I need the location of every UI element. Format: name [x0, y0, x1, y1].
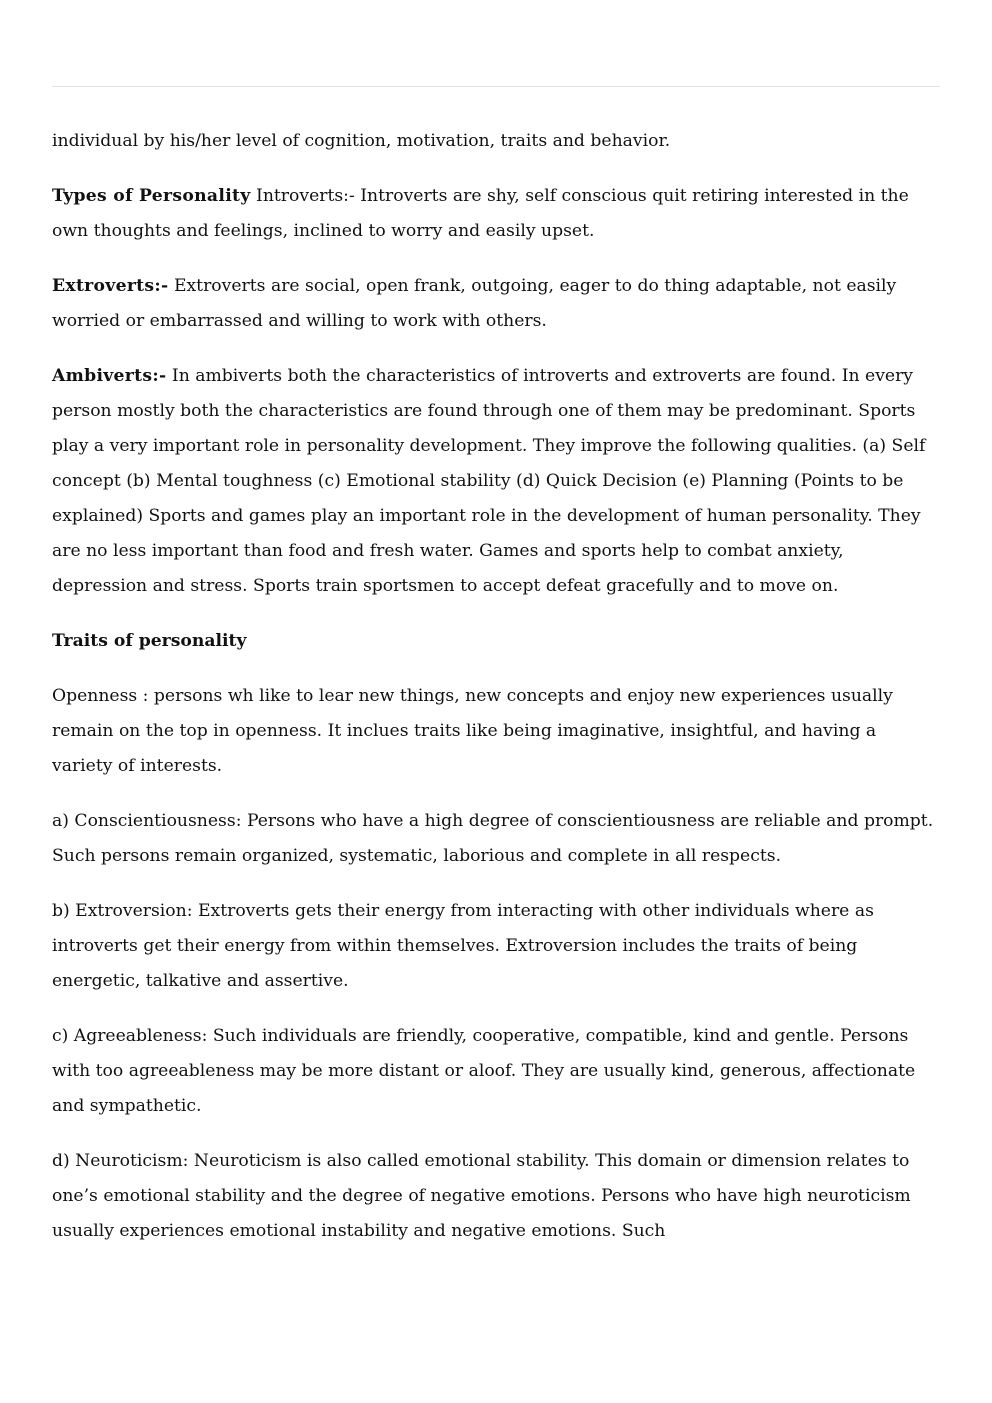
paragraph-conscientiousness: a) Conscientiousness: Persons who have a high degree of conscientiousness are reliable and prompt. Such persons remain organized, systematic, laborious and complete in all respects.: [52, 811, 934, 866]
types-of-personality-text: Introverts:- Introverts are shy, self conscious quit retiring interested in the own thoughts and feelings, inclined to worry and easily upset.: [52, 186, 909, 241]
heading-types-of-personality: Types of Personality: [52, 186, 251, 206]
header-divider: [52, 86, 940, 87]
heading-ambiverts: Ambiverts:-: [52, 366, 167, 386]
paragraph-extroverts: [52, 269, 940, 339]
paragraph-intro-continuation: individual by his/her level of cognition, motivation, traits and behavior.: [52, 131, 671, 151]
document-body: [52, 124, 940, 1269]
paragraph-openness: Openness : persons wh like to lear new things, new concepts and enjoy new experiences usually remain on the top in openness. It inclues traits like being imaginative, insightful, and having a variety of interests.: [52, 686, 893, 776]
heading-traits-of-personality: Traits of personality: [52, 631, 247, 651]
paragraph-ambiverts: [52, 359, 940, 604]
paragraph-agreeableness: c) Agreeableness: Such individuals are friendly, cooperative, compatible, kind and gentle. Persons with too agreeableness may be more distant or aloof. They are usually kind, generous, affectionate and sympathetic.: [52, 1026, 916, 1116]
paragraph-types-of-personality: [52, 179, 940, 249]
ambiverts-text: In ambiverts both the characteristics of introverts and extroverts are found. In every person mostly both the characteristics are found through one of them may be predominant. Sports play a very important role in personality development. They improve the following qualities. (a) Self concept (b) Mental toughness (c) Emotional stability (d) Quick Decision (e) Planning (Points to be explained) Sports and games play an important role in the development of human personality. They are no less important than food and fresh water. Games and sports help to combat anxiety, depression and stress. Sports train sportsmen to accept defeat gracefully and to move on.: [52, 366, 926, 596]
paragraph-extroversion: b) Extroversion: Extroverts gets their energy from interacting with other individuals where as introverts get their energy from within themselves. Extroversion includes the traits of being energetic, talkative and assertive.: [52, 901, 874, 991]
paragraph-neuroticism: d) Neuroticism: Neuroticism is also called emotional stability. This domain or dimension relates to one’s emotional stability and the degree of negative emotions. Persons who have high neuroticism usually experiences emotional instability and negative emotions. Such: [52, 1151, 911, 1241]
extroverts-text: Extroverts are social, open frank, outgoing, eager to do thing adaptable, not easily worried or embarrassed and willing to work with others.: [52, 276, 897, 331]
heading-extroverts: Extroverts:-: [52, 276, 169, 296]
